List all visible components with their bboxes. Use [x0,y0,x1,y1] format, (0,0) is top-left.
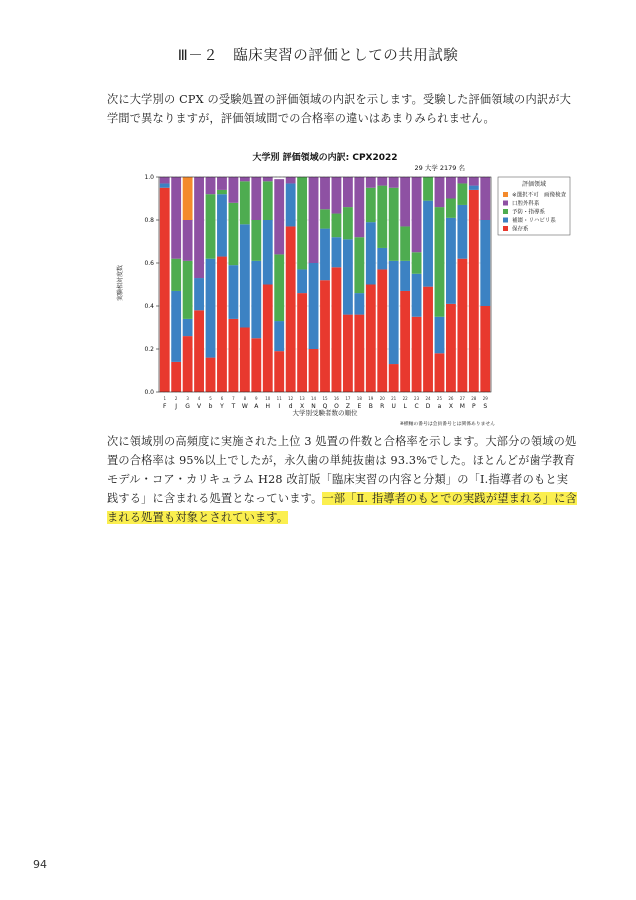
x-axis-label: 大学別受験者数の順位 [292,409,358,417]
x-category-label: V [197,403,202,410]
bar-segment [263,181,273,220]
bar-segment [469,190,479,392]
bar-segment [343,177,353,207]
x-category-label: Z [345,403,350,410]
x-rank-label: 2 [174,396,178,401]
bar-segment [332,267,342,392]
bar-segment [309,349,319,392]
bar-segment [160,177,170,183]
bar-segment [446,218,456,304]
bar-segment [206,358,216,392]
x-category-label: Y [220,403,224,410]
page-number: 94 [33,858,47,871]
x-category-label: U [391,403,396,410]
legend [498,177,570,235]
bar-segment [228,265,238,319]
x-category-label: a [437,403,442,410]
x-rank-label: 13 [299,396,305,401]
bar-segment [171,259,181,291]
bar-segment [183,336,193,392]
x-rank-label: 5 [209,396,212,401]
bars [160,177,490,392]
bar-segment [217,194,227,256]
bar-segment [160,188,170,392]
x-category-label: O [334,403,339,410]
x-rank-label: 8 [243,396,247,401]
bar-segment [354,293,364,315]
bar-segment [446,177,456,199]
y-tick-label: 0.0 [144,389,154,396]
x-category-label: d [288,403,293,410]
x-rank-label: 17 [345,396,351,401]
bar-segment [446,199,456,218]
y-tick-label: 0.8 [144,217,154,224]
x-category-label: J [175,403,178,410]
x-category-label: b [208,403,213,410]
bar-segment [423,177,433,201]
legend-title: 評価領域 [521,181,547,188]
bar-segment [389,188,399,261]
bar-segment [412,252,422,274]
legend-swatch [503,209,508,214]
x-category-label: X [300,403,305,410]
bar-segment [435,317,445,354]
bar-segment [194,177,204,278]
bar-segment [354,315,364,392]
x-rank-label: 21 [391,396,397,401]
bar-segment [412,177,422,252]
bar-segment [171,291,181,362]
bar-segment [366,222,376,284]
bar-segment [320,280,330,392]
bar-segment [240,177,250,181]
bar-segment [251,220,261,261]
bar-segment [251,177,261,220]
legend-swatch [503,201,508,206]
bar-segment [240,224,250,327]
bar-segment [171,177,181,259]
bar-segment [469,177,479,186]
x-rank-label: 27 [459,396,465,401]
bar-segment [309,177,319,263]
x-category-label: A [254,403,259,410]
y-tick-label: 0.2 [144,346,154,353]
chart-subtitle: 29 大学 2179 名 [414,164,465,172]
x-category-label: C [414,403,419,410]
legend-label: 補綴・リハビリ系 [512,218,556,224]
legend-swatch [503,226,508,231]
bar-segment [400,261,410,291]
bar-segment [377,177,387,186]
bar-segment [228,177,238,203]
bar-segment [366,188,376,222]
x-category-label: N [311,403,316,410]
bar-segment [194,310,204,392]
x-rank-label: 14 [311,396,317,401]
section-title: Ⅲ－２ 臨床実習の評価としての共用試験 [177,48,459,64]
x-labels [163,396,488,410]
bar-segment [400,226,410,260]
bar-segment [217,177,227,190]
paragraph-1: 次に大学別の CPX の受験処置の評価領域の内訳を示します。受験した評価領域の内訳が大学間で異なりますが，評価領域間での合格率の違いはあまりみられません。 [107,93,571,125]
bar-segment [217,257,227,392]
x-category-label: B [368,403,373,410]
bar-segment [377,186,387,248]
chart [110,148,580,434]
x-category-label: Q [322,403,328,410]
chart-footnote: ※横軸の番号は会員番号とは関係ありません [399,422,495,427]
bar-segment [332,237,342,267]
bar-segment [183,220,193,261]
bar-segment [377,269,387,392]
x-rank-label: 29 [482,396,488,401]
bar-segment [240,181,250,224]
legend-swatch [503,192,508,197]
legend-label: 保存系 [512,226,529,233]
x-rank-label: 6 [220,396,224,401]
bar-segment [171,362,181,392]
bar-segment [297,269,307,293]
bar-segment [366,177,376,188]
bar-segment [263,220,273,285]
x-category-label: G [185,403,190,410]
bar-segment [457,183,467,205]
bar-segment [354,177,364,237]
x-rank-label: 24 [425,396,431,401]
paragraph-2-text: 次に領域別の高頻度に実施された上位 3 処置の件数と合格率を示します。大部分の領域の処置の合格率は 95%以上でしたが，永久歯の単純抜歯は 93.3%でした。ほとんどが歯学教育モデル・コア・カリキュラム H28 改訂版「臨床実習の内容と分類」の「Ⅰ.指導者のもと実践する」に含まれる処置となっています。 [107,435,577,505]
bar-segment [423,287,433,392]
x-rank-label: 9 [255,396,258,401]
bar-segment [400,291,410,392]
bar-segment [343,207,353,239]
bar-segment [480,177,490,220]
legend-swatch [503,218,508,223]
bar-segment [469,186,479,190]
bar-segment [412,274,422,317]
legend-label: ※選択不可 画像検査 [512,192,567,199]
bar-segment [389,364,399,392]
bar-segment [423,201,433,287]
x-category-label: L [403,403,407,410]
bar-segment [286,183,296,226]
legend-label: 予防・指導系 [512,209,546,216]
bar-segment [332,177,342,214]
bar-segment [228,319,238,392]
bar-segment [160,183,170,187]
x-category-label: R [380,403,385,410]
x-rank-label: 12 [288,396,294,401]
x-rank-label: 16 [333,396,339,401]
x-rank-label: 1 [163,396,166,401]
bar-segment [309,263,319,349]
x-category-label: X [448,403,453,410]
bar-segment [274,254,284,321]
bar-segment [480,220,490,306]
x-category-label: W [241,403,248,410]
paragraph-2 [107,432,577,527]
x-rank-label: 10 [265,396,271,401]
bar-segment [435,207,445,317]
x-rank-label: 15 [322,396,328,401]
bar-segment [183,177,193,220]
y-ticks [144,174,159,396]
bar-segment [366,285,376,393]
y-tick-label: 1.0 [144,174,154,181]
x-rank-label: 25 [436,396,443,401]
x-rank-label: 11 [276,396,282,401]
bar-segment [354,237,364,293]
y-axis-label: 実験相対度数 [117,264,124,302]
bar-segment [263,285,273,393]
bar-segment [457,205,467,259]
bar-segment [183,261,193,319]
bar-segment [286,226,296,392]
highlighted-text: 一部「Ⅱ. 指導者のもとでの実践が望まれる」に含まれる処置も対象とされています。 [107,492,577,524]
x-rank-label: 28 [471,396,477,401]
bar-segment [389,177,399,188]
bar-segment [251,261,261,338]
bar-segment [274,321,284,351]
bar-segment [240,328,250,393]
bar-segment [446,304,456,392]
x-rank-label: 3 [186,396,189,401]
bar-segment [228,203,238,265]
bar-segment [320,209,330,228]
bar-segment [320,229,330,281]
bar-segment [274,179,284,254]
bar-segment [389,261,399,364]
bar-segment [274,351,284,392]
x-rank-label: 7 [232,396,235,401]
bar-segment [435,353,445,392]
x-category-label: T [231,403,236,410]
bar-segment [343,239,353,314]
x-category-label: H [265,403,271,410]
x-category-label: F [162,403,167,410]
x-category-label: S [483,403,488,410]
x-rank-label: 22 [402,396,408,401]
x-category-label: I [278,403,281,410]
bar-segment [400,177,410,226]
chart-title: 大学別 評価領域の内訳: CPX2022 [252,153,398,163]
stacked-bar-chart [110,148,580,430]
bar-segment [297,293,307,392]
x-rank-label: 20 [379,396,385,401]
bar-segment [217,190,227,194]
x-rank-label: 18 [356,396,362,401]
bar-segment [412,317,422,392]
bar-segment [297,177,307,269]
bar-segment [206,259,216,358]
bar-segment [251,338,261,392]
x-category-label: M [459,403,465,410]
x-rank-label: 4 [197,396,201,401]
y-tick-label: 0.6 [144,260,154,267]
bar-segment [206,177,216,194]
bar-segment [332,214,342,238]
x-rank-label: 23 [414,396,420,401]
bar-segment [377,248,387,270]
x-rank-label: 26 [448,396,454,401]
legend-label: 口腔外科系 [512,201,540,207]
bar-segment [206,194,216,259]
bar-segment [343,315,353,392]
y-tick-label: 0.4 [144,303,154,310]
bar-segment [457,177,467,183]
x-category-label: E [357,403,362,410]
bar-segment [435,177,445,207]
x-rank-label: 19 [368,396,374,401]
x-category-label: P [472,403,476,410]
bar-segment [263,177,273,181]
x-category-label: D [425,403,431,410]
bar-segment [286,177,296,183]
bar-segment [457,259,467,392]
bar-segment [480,306,490,392]
bar-segment [183,319,193,336]
bar-segment [194,278,204,310]
bar-segment [320,177,330,209]
